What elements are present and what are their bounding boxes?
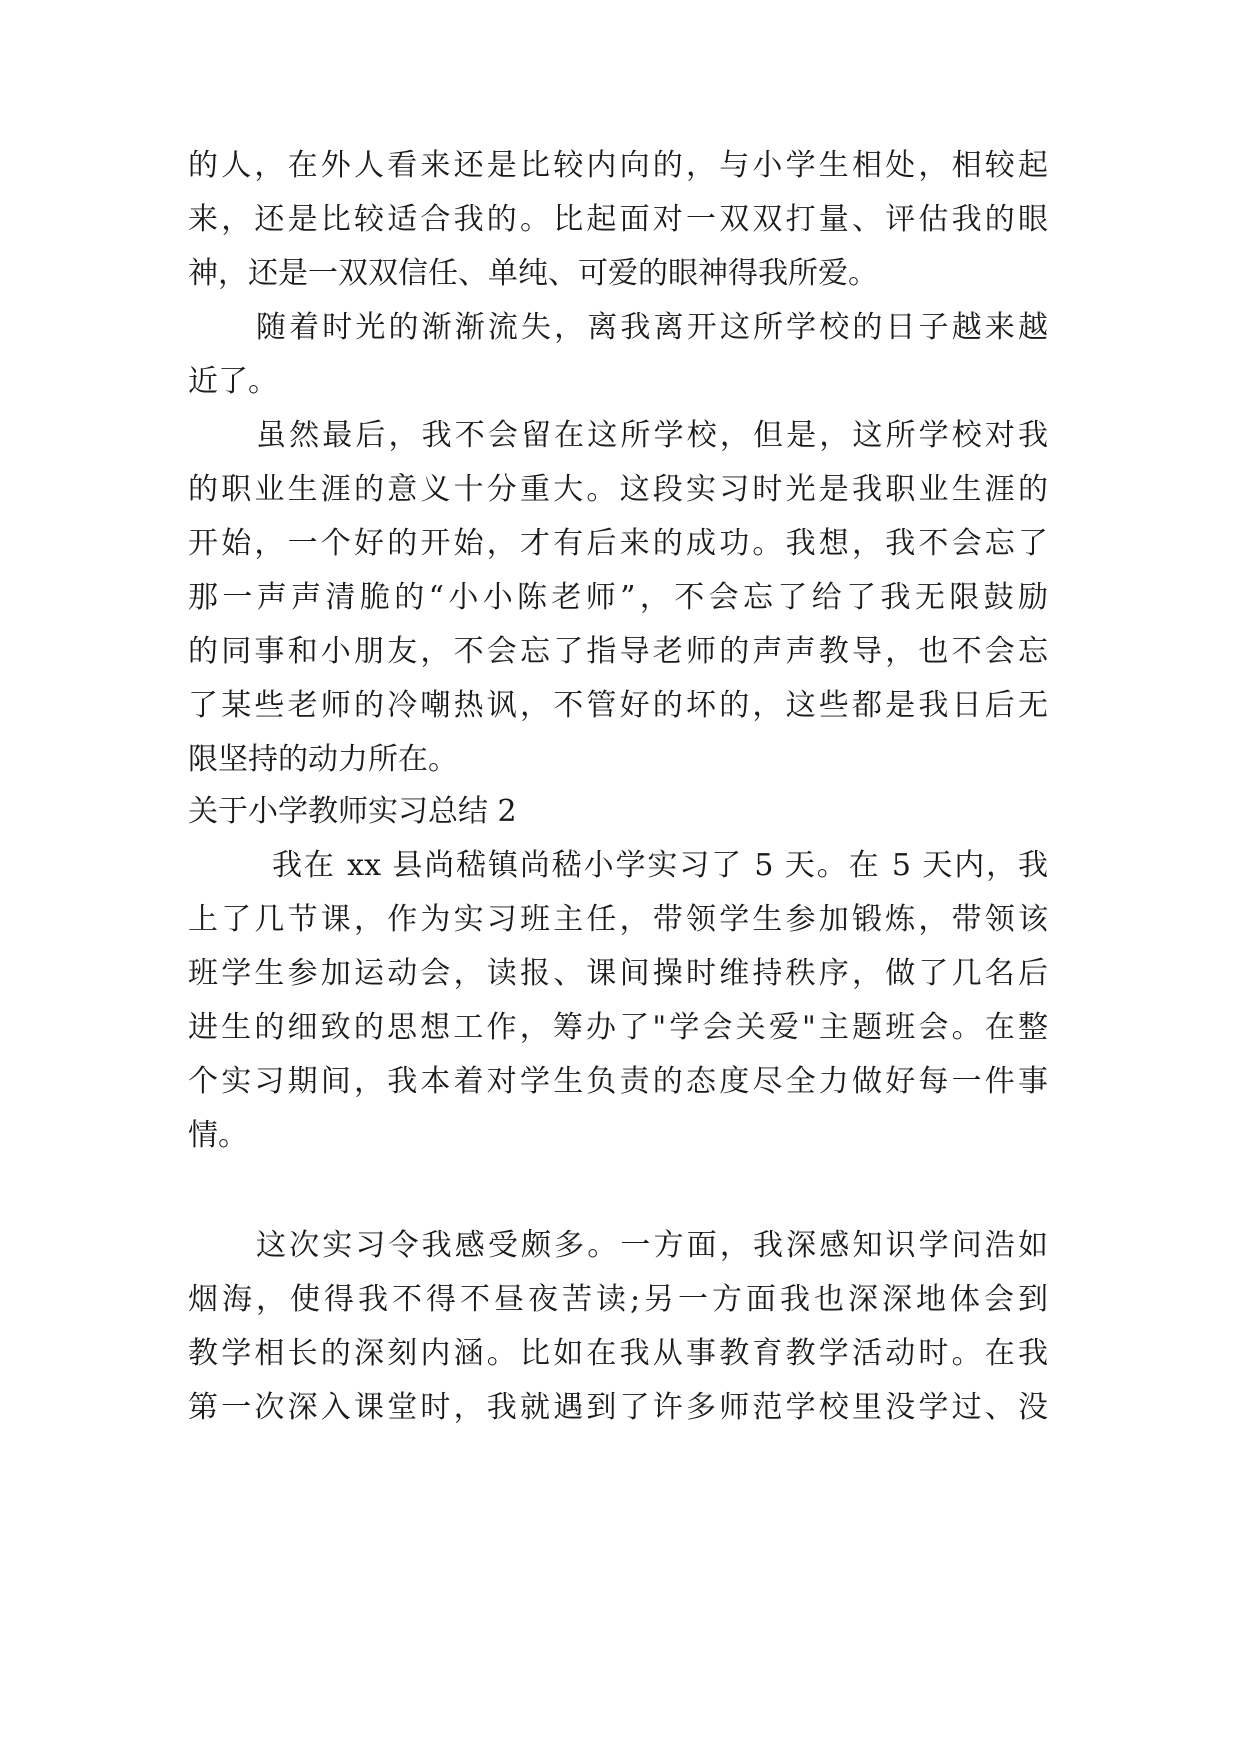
paragraph-4-line-3: 班学生参加运动会，读报、课间操时维持秩序，做了几名后	[188, 956, 1048, 991]
paragraph-3-line-2: 的职业生涯的意义十分重大。这段实习时光是我职业生涯的	[188, 472, 1048, 507]
paragraph-5-line-3: 教学相长的深刻内涵。比如在我从事教育教学活动时。在我	[188, 1336, 1048, 1371]
paragraph-2-line-1: 随着时光的渐渐流失，离我离开这所学校的日子越来越	[256, 310, 1048, 345]
paragraph-3-line-4: 那一声声清脆的“小小陈老师”，不会忘了给了我无限鼓励	[188, 580, 1048, 615]
paragraph-1-line-3: 神，还是一双双信任、单纯、可爱的眼神得我所爱。	[188, 256, 878, 291]
paragraph-5-line-2: 烟海，使得我不得不昼夜苦读;另一方面我也深深地体会到	[188, 1282, 1048, 1317]
paragraph-5-line-1: 这次实习令我感受颇多。一方面，我深感知识学问浩如	[256, 1228, 1048, 1263]
paragraph-3-line-6: 了某些老师的冷嘲热讽，不管好的坏的，这些都是我日后无	[188, 688, 1048, 723]
paragraph-5-line-4: 第一次深入课堂时，我就遇到了许多师范学校里没学过、没	[188, 1390, 1048, 1425]
paragraph-3-line-1: 虽然最后，我不会留在这所学校，但是，这所学校对我	[256, 418, 1048, 453]
paragraph-1-line-2: 来，还是比较适合我的。比起面对一双双打量、评估我的眼	[188, 202, 1048, 237]
paragraph-1-line-1: 的人，在外人看来还是比较内向的，与小学生相处，相较起	[188, 148, 1048, 183]
paragraph-4-line-1: 我在 xx 县尚嵇镇尚嵇小学实习了 5 天。在 5 天内，我	[272, 848, 1048, 883]
paragraph-2-line-2: 近了。	[188, 364, 278, 399]
paragraph-4-line-2: 上了几节课，作为实习班主任，带领学生参加锻炼，带领该	[188, 902, 1048, 937]
paragraph-3-line-5: 的同事和小朋友，不会忘了指导老师的声声教导，也不会忘	[188, 634, 1048, 669]
section-heading: 关于小学教师实习总结 2	[188, 794, 517, 829]
paragraph-3-line-3: 开始，一个好的开始，才有后来的成功。我想，我不会忘了	[188, 526, 1048, 561]
paragraph-4-line-5: 个实习期间，我本着对学生负责的态度尽全力做好每一件事	[188, 1064, 1048, 1099]
paragraph-3-line-7: 限坚持的动力所在。	[188, 742, 458, 777]
paragraph-4-line-6: 情。	[188, 1118, 248, 1153]
paragraph-4-line-4: 进生的细致的思想工作，筹办了"学会关爱"主题班会。在整	[188, 1010, 1048, 1045]
